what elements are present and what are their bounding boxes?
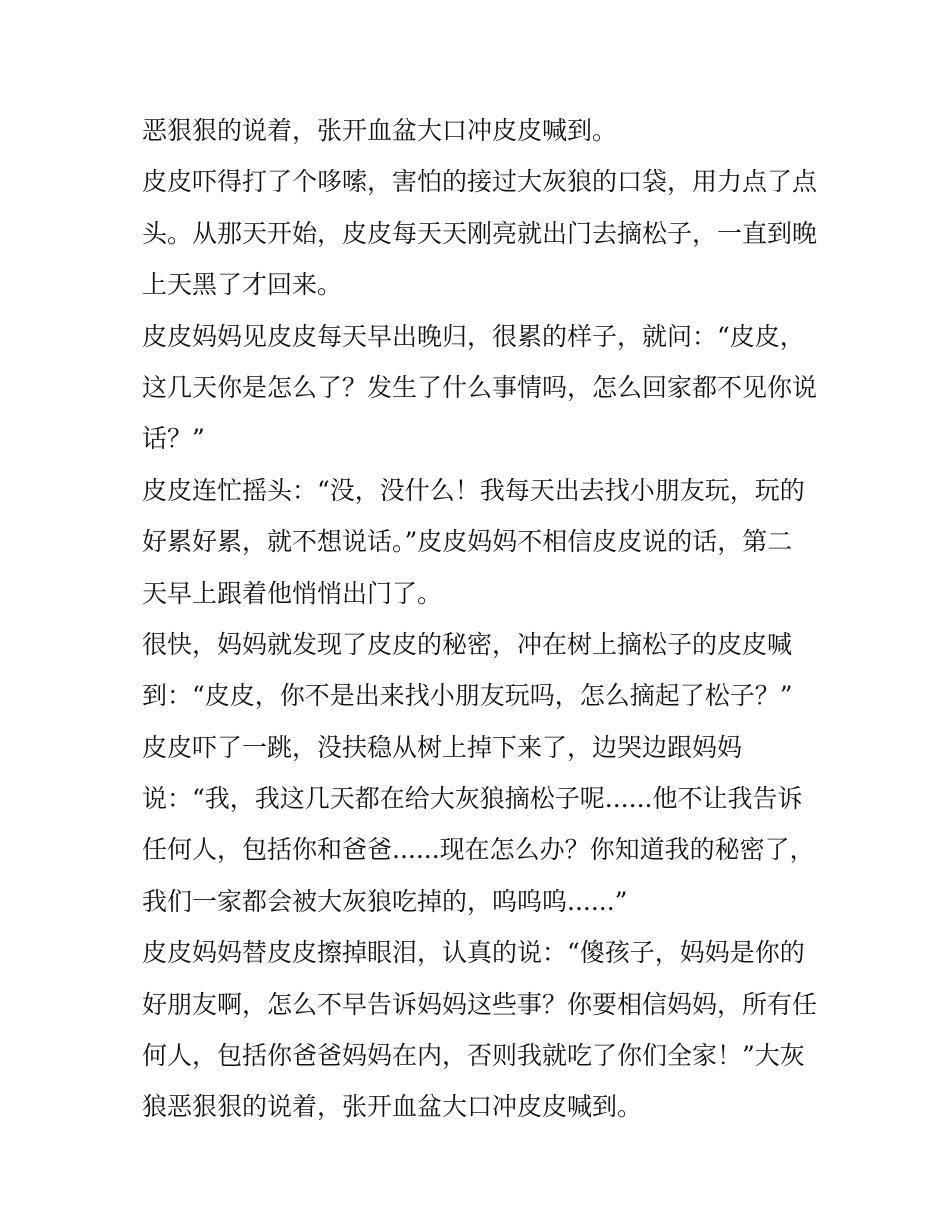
text-line: 天早上跟着他悄悄出门了。 xyxy=(142,578,443,608)
text-line: 我们一家都会被大灰狼吃掉的，呜呜呜......” xyxy=(142,886,628,916)
text-line: 皮皮妈妈替皮皮擦掉眼泪，认真的说：“傻孩子，妈妈是你的 xyxy=(142,938,805,968)
text-line: 头。从那天开始，皮皮每天天刚亮就出门去摘松子，一直到晚 xyxy=(142,218,818,248)
text-line: 很快，妈妈就发现了皮皮的秘密，冲在树上摘松子的皮皮喊 xyxy=(142,629,793,659)
text-line: 好累好累，就不想说话。”皮皮妈妈不相信皮皮说的话，第二 xyxy=(142,527,793,557)
text-line: 说：“我，我这几天都在给大灰狼摘松子呢......他不让我告诉 xyxy=(142,784,803,814)
text-line: 皮皮妈妈见皮皮每天早出晚归，很累的样子，就问：“皮皮， xyxy=(142,321,805,351)
text-line: 这几天你是怎么了？发生了什么事情吗，怎么回家都不见你说 xyxy=(142,372,818,402)
story-text xyxy=(142,105,822,1133)
text-line: 何人，包括你爸爸妈妈在内，否则我就吃了你们全家！”大灰 xyxy=(142,1041,805,1071)
text-line: 好朋友啊，怎么不早告诉妈妈这些事？你要相信妈妈，所有任 xyxy=(142,989,818,1019)
text-line: 狼恶狠狠的说着，张开血盆大口冲皮皮喊到。 xyxy=(142,1092,643,1122)
text-line: 皮皮吓了一跳，没扶稳从树上掉下来了，边哭边跟妈妈 xyxy=(142,732,743,762)
text-line: 皮皮连忙摇头：“没，没什么！我每天出去找小朋友玩，玩的 xyxy=(142,475,805,505)
text-line: 上天黑了才回来。 xyxy=(142,270,343,300)
text-line: 任何人，包括你和爸爸......现在怎么办？你知道我的秘密了， xyxy=(142,835,815,865)
text-line: 皮皮吓得打了个哆嗦，害怕的接过大灰狼的口袋，用力点了点 xyxy=(142,167,818,197)
text-line: 恶狠狠的说着，张开血盆大口冲皮皮喊到。 xyxy=(142,116,618,145)
text-line: 话？” xyxy=(142,424,205,454)
text-line: 到：“皮皮，你不是出来找小朋友玩吗，怎么摘起了松子？” xyxy=(142,681,793,711)
